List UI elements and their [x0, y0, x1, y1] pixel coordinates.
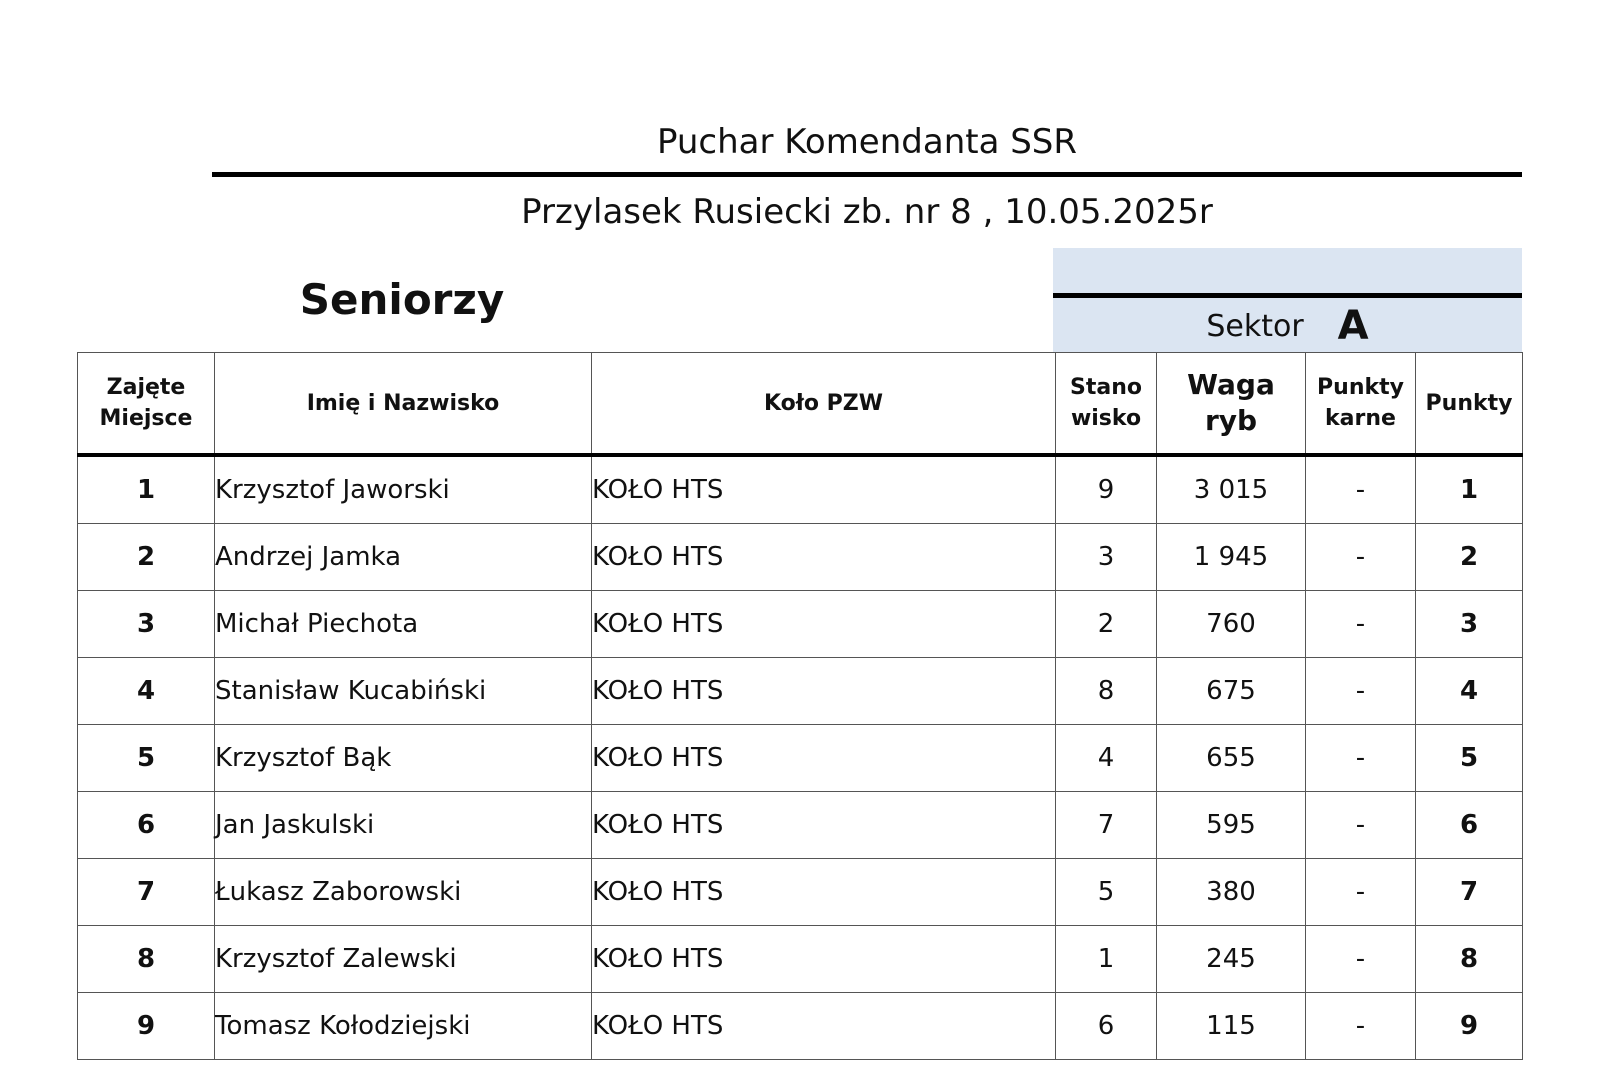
- weight-cell: 675: [1157, 658, 1306, 725]
- name-cell: Krzysztof Bąk: [215, 725, 592, 792]
- points-cell: 6: [1416, 792, 1523, 859]
- weight-cell: 3 015: [1157, 455, 1306, 524]
- name-cell: Michał Piechota: [215, 591, 592, 658]
- col-stand-header: [1056, 353, 1157, 456]
- name-cell: Andrzej Jamka: [215, 524, 592, 591]
- title-divider: [212, 172, 1522, 177]
- category-heading: Seniorzy: [299, 275, 505, 324]
- place-cell: 3: [78, 591, 215, 658]
- points-cell: 2: [1416, 524, 1523, 591]
- penalty-cell: -: [1306, 658, 1416, 725]
- col-stand-line2: wisko: [1070, 406, 1142, 431]
- sector-letter: A: [1337, 303, 1369, 349]
- col-penalty-line1: Punkty: [1317, 375, 1404, 400]
- weight-cell: 1 945: [1157, 524, 1306, 591]
- points-cell: 9: [1416, 993, 1523, 1060]
- stand-cell: 7: [1056, 792, 1157, 859]
- col-place-line1: Zajęte: [106, 375, 186, 400]
- weight-cell: 760: [1157, 591, 1306, 658]
- stand-cell: 9: [1056, 455, 1157, 524]
- place-cell: 7: [78, 859, 215, 926]
- penalty-cell: -: [1306, 792, 1416, 859]
- points-cell: 3: [1416, 591, 1523, 658]
- col-place-header: [78, 353, 215, 456]
- col-stand-line1: Stano: [1070, 375, 1142, 400]
- club-cell: KOŁO HTS: [592, 859, 1056, 926]
- points-cell: 4: [1416, 658, 1523, 725]
- club-cell: KOŁO HTS: [592, 455, 1056, 524]
- penalty-cell: -: [1306, 926, 1416, 993]
- table-row: [78, 524, 1523, 591]
- col-penalty-line2: karne: [1325, 406, 1396, 431]
- name-cell: Krzysztof Jaworski: [215, 455, 592, 524]
- document-subtitle: Przylasek Rusiecki zb. nr 8 , 10.05.2025r: [521, 192, 1213, 232]
- points-cell: 1: [1416, 455, 1523, 524]
- table-row: [78, 658, 1523, 725]
- penalty-cell: -: [1306, 725, 1416, 792]
- club-cell: KOŁO HTS: [592, 725, 1056, 792]
- name-cell: Łukasz Zaborowski: [215, 859, 592, 926]
- points-cell: 8: [1416, 926, 1523, 993]
- penalty-cell: -: [1306, 455, 1416, 524]
- col-place-line2: Miejsce: [99, 406, 193, 431]
- name-cell: Jan Jaskulski: [215, 792, 592, 859]
- table-row: [78, 455, 1523, 524]
- club-cell: KOŁO HTS: [592, 658, 1056, 725]
- col-weight-line1: Waga: [1187, 368, 1275, 401]
- col-weight-header: [1157, 353, 1306, 456]
- table-row: [78, 725, 1523, 792]
- name-cell: Krzysztof Zalewski: [215, 926, 592, 993]
- place-cell: 2: [78, 524, 215, 591]
- table-row: [78, 859, 1523, 926]
- stand-cell: 3: [1056, 524, 1157, 591]
- header-row: [78, 353, 1523, 456]
- weight-cell: 595: [1157, 792, 1306, 859]
- col-club-header: Koło PZW: [592, 353, 1056, 456]
- points-cell: 5: [1416, 725, 1523, 792]
- sector-label: [1053, 302, 1522, 350]
- place-cell: 4: [78, 658, 215, 725]
- place-cell: 1: [78, 455, 215, 524]
- place-cell: 8: [78, 926, 215, 993]
- sector-divider: [1053, 293, 1522, 298]
- place-cell: 6: [78, 792, 215, 859]
- club-cell: KOŁO HTS: [592, 792, 1056, 859]
- table-row: [78, 926, 1523, 993]
- stand-cell: 1: [1056, 926, 1157, 993]
- table-row: [78, 993, 1523, 1060]
- club-cell: KOŁO HTS: [592, 524, 1056, 591]
- col-weight-line2: ryb: [1204, 404, 1258, 437]
- col-points-header: Punkty: [1416, 353, 1523, 456]
- penalty-cell: -: [1306, 993, 1416, 1060]
- sector-word: Sektor: [1206, 308, 1304, 344]
- document-title: Puchar Komendanta SSR: [656, 122, 1078, 162]
- club-cell: KOŁO HTS: [592, 926, 1056, 993]
- col-penalty-header: [1306, 353, 1416, 456]
- club-cell: KOŁO HTS: [592, 993, 1056, 1060]
- penalty-cell: -: [1306, 524, 1416, 591]
- weight-cell: 655: [1157, 725, 1306, 792]
- weight-cell: 245: [1157, 926, 1306, 993]
- place-cell: 9: [78, 993, 215, 1060]
- place-cell: 5: [78, 725, 215, 792]
- name-cell: Stanisław Kucabiński: [215, 658, 592, 725]
- table-row: [78, 792, 1523, 859]
- name-cell: Tomasz Kołodziejski: [215, 993, 592, 1060]
- stand-cell: 5: [1056, 859, 1157, 926]
- club-cell: KOŁO HTS: [592, 591, 1056, 658]
- penalty-cell: -: [1306, 859, 1416, 926]
- results-table: [77, 352, 1523, 1060]
- points-cell: 7: [1416, 859, 1523, 926]
- penalty-cell: -: [1306, 591, 1416, 658]
- weight-cell: 115: [1157, 993, 1306, 1060]
- stand-cell: 4: [1056, 725, 1157, 792]
- table-row: [78, 591, 1523, 658]
- stand-cell: 2: [1056, 591, 1157, 658]
- stand-cell: 6: [1056, 993, 1157, 1060]
- col-name-header: Imię i Nazwisko: [215, 353, 592, 456]
- stand-cell: 8: [1056, 658, 1157, 725]
- weight-cell: 380: [1157, 859, 1306, 926]
